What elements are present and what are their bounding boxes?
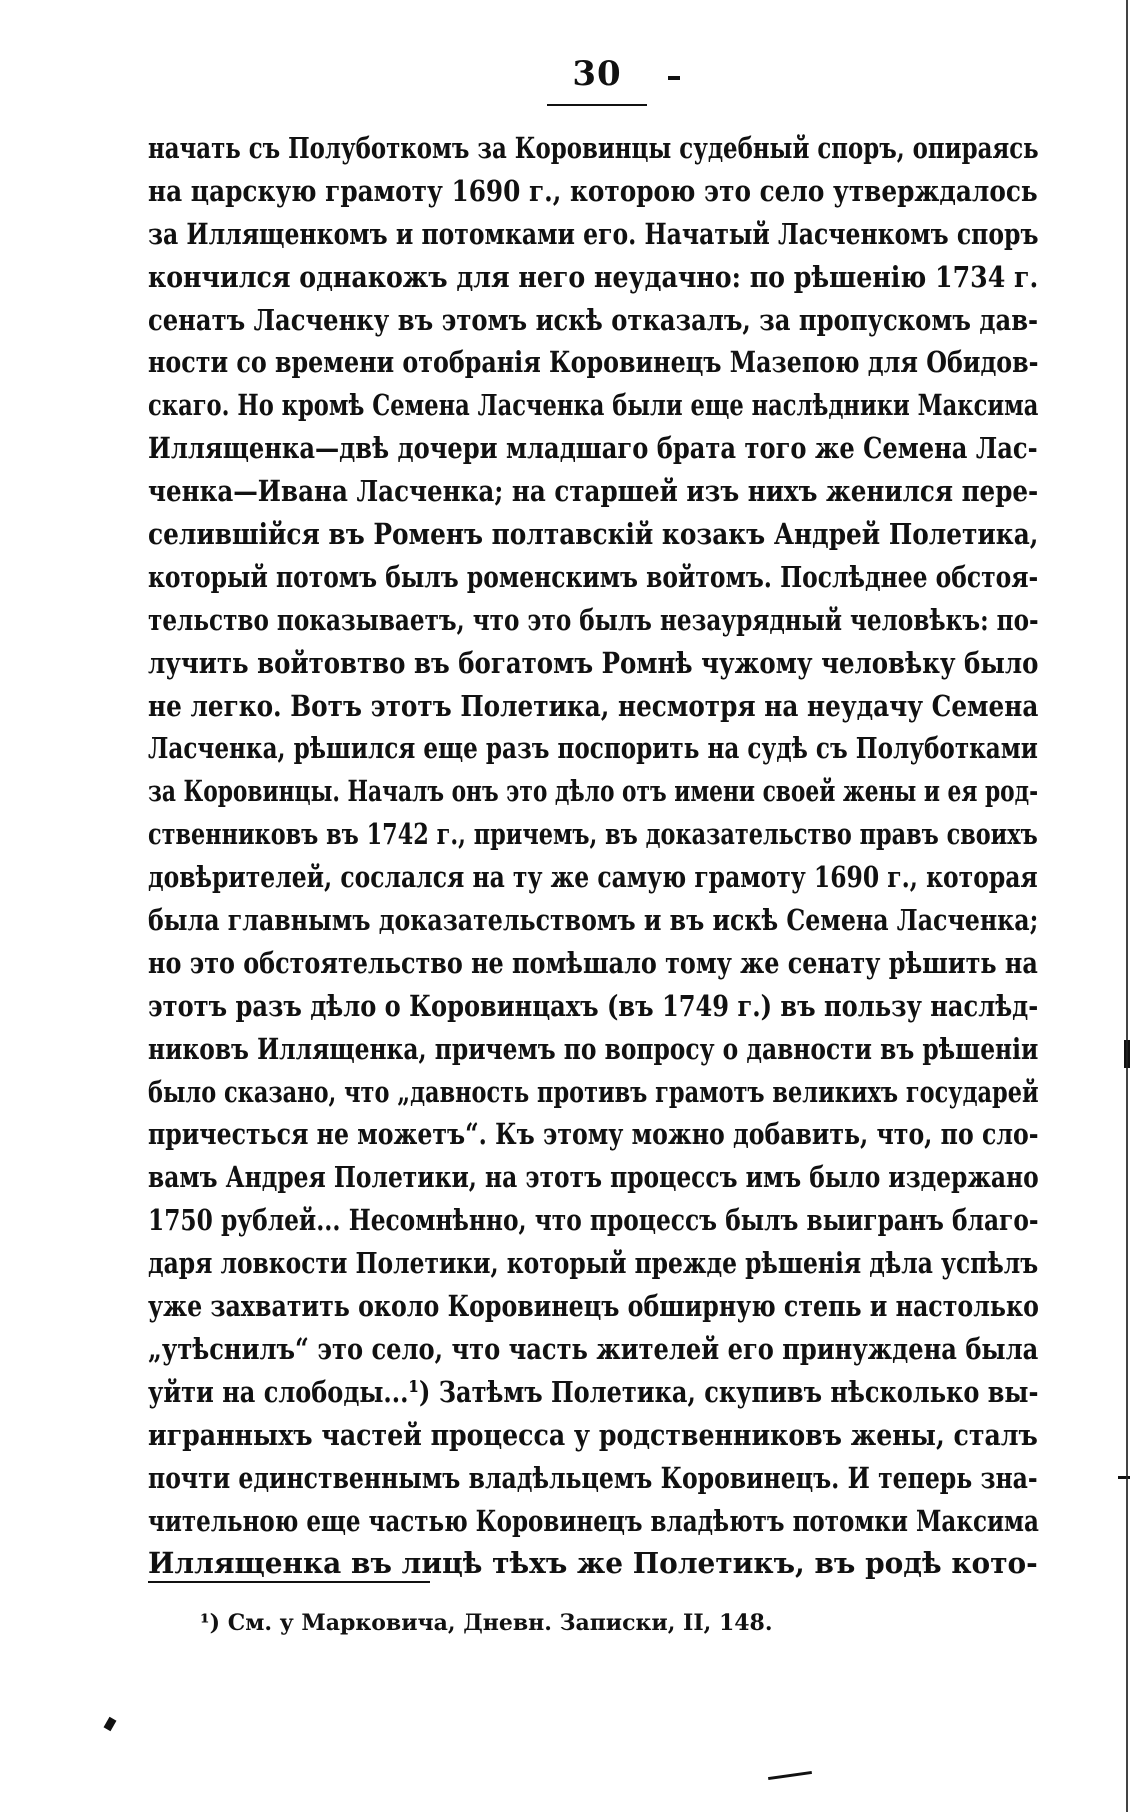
- text-line: за Коровинцы. Началъ онъ это дѣло отъ имени своей жены и ея род-: [148, 774, 1039, 809]
- text-line: сенатъ Ласченку въ этомъ искѣ отказалъ, за пропускомъ дав-: [148, 302, 1039, 337]
- text-line: почти единственнымъ владѣльцемъ Коровинецъ. И теперь зна-: [148, 1460, 1038, 1495]
- text-line: который потомъ былъ роменскимъ войтомъ. Послѣднее обстоя-: [148, 559, 1039, 594]
- text-line: кончился однакожъ для него неудачно: по рѣшенію 1734 г.: [148, 259, 1039, 294]
- text-line: скаго. Но кромѣ Семена Ласченка были еще наслѣдники Максима: [148, 388, 1039, 423]
- text-line: ченка—Ивана Ласченка; на старшей изъ нихъ женился пере-: [148, 474, 1039, 509]
- text-line: было сказано, что „давность противъ грамотъ великихъ государей: [148, 1074, 1039, 1109]
- text-line: на царскую грамоту 1690 г., которою это село утверждалось: [148, 173, 1038, 208]
- page-number: 30: [572, 54, 622, 94]
- text-line: чительною еще частью Коровинецъ владѣютъ потомки Максима: [148, 1503, 1039, 1538]
- text-line: „утѣснилъ“ это село, что часть жителей его принуждена была: [148, 1331, 1039, 1366]
- footnote-separator: [148, 1581, 430, 1583]
- text-line: довѣрителей, сослался на ту же самую грамоту 1690 г., которая: [148, 860, 1038, 895]
- text-line: игранныхъ частей процесса у родственниковъ жены, сталъ: [148, 1417, 1038, 1452]
- body-text: [148, 127, 1038, 1585]
- text-line: Иллященка въ лицѣ тѣхъ же Полетикъ, въ родѣ кото-: [148, 1546, 1038, 1581]
- text-line: ственниковъ въ 1742 г., причемъ, въ доказательство правъ своихъ: [148, 817, 1038, 852]
- text-line: этотъ разъ дѣло о Коровинцахъ (въ 1749 г.) въ пользу наслѣд-: [148, 988, 1039, 1023]
- text-line: причесться не можетъ“. Къ этому можно добавить, что, по сло-: [148, 1117, 1039, 1152]
- text-line: даря ловкости Полетики, который прежде рѣшенія дѣла успѣлъ: [148, 1246, 1039, 1281]
- margin-mark: [1118, 1476, 1130, 1479]
- text-line: уйти на слободы...¹) Затѣмъ Полетика, скупивъ нѣсколько вы-: [148, 1374, 1039, 1409]
- text-line: Иллященка—двѣ дочери младшаго брата того же Семена Лас-: [148, 431, 1038, 466]
- page-number-underline: [547, 104, 647, 106]
- text-line: была главнымъ доказательствомъ и въ искѣ Семена Ласченка;: [148, 903, 1039, 938]
- text-line: лучить войтовтво въ богатомъ Ромнѣ чужому человѣку было: [148, 645, 1039, 680]
- text-line: Ласченка, рѣшился еще разъ поспорить на судѣ съ Полуботками: [148, 731, 1038, 766]
- text-line: ности со времени отобранія Коровинецъ Мазепою для Обидов-: [148, 345, 1039, 380]
- text-line: но это обстоятельство не помѣшало тому же сенату рѣшить на: [148, 945, 1038, 980]
- text-line: тельство показываетъ, что это былъ незаурядный человѣкъ: по-: [148, 602, 1039, 637]
- text-line: 1750 рублей... Несомнѣнно, что процессъ былъ выигранъ благо-: [148, 1203, 1039, 1238]
- text-line: начать съ Полуботкомъ за Коровинцы судебный споръ, опираясь: [148, 131, 1039, 165]
- text-line: за Иллященкомъ и потомками его. Начатый Ласченкомъ споръ: [148, 216, 1039, 251]
- footnote: ¹) См. у Марковича, Дневн. Записки, II, 148.: [200, 1610, 773, 1636]
- text-line: вамъ Андрея Полетики, на этотъ процессъ имъ было издержано: [148, 1160, 1039, 1195]
- margin-mark: [768, 1771, 812, 1780]
- text-line: уже захватить около Коровинецъ обширную степь и настолько: [148, 1289, 1039, 1324]
- margin-mark: [104, 1717, 117, 1731]
- text-line: селившійся въ Роменъ полтавскій козакъ Андрей Полетика,: [148, 517, 1039, 552]
- text-line: не легко. Вотъ этотъ Полетика, несмотря на неудачу Семена: [148, 688, 1039, 723]
- page-edge: [1126, 0, 1128, 1812]
- text-line: никовъ Иллященка, причемъ по вопросу о давности въ рѣшеніи: [148, 1031, 1039, 1066]
- margin-mark: [668, 76, 680, 80]
